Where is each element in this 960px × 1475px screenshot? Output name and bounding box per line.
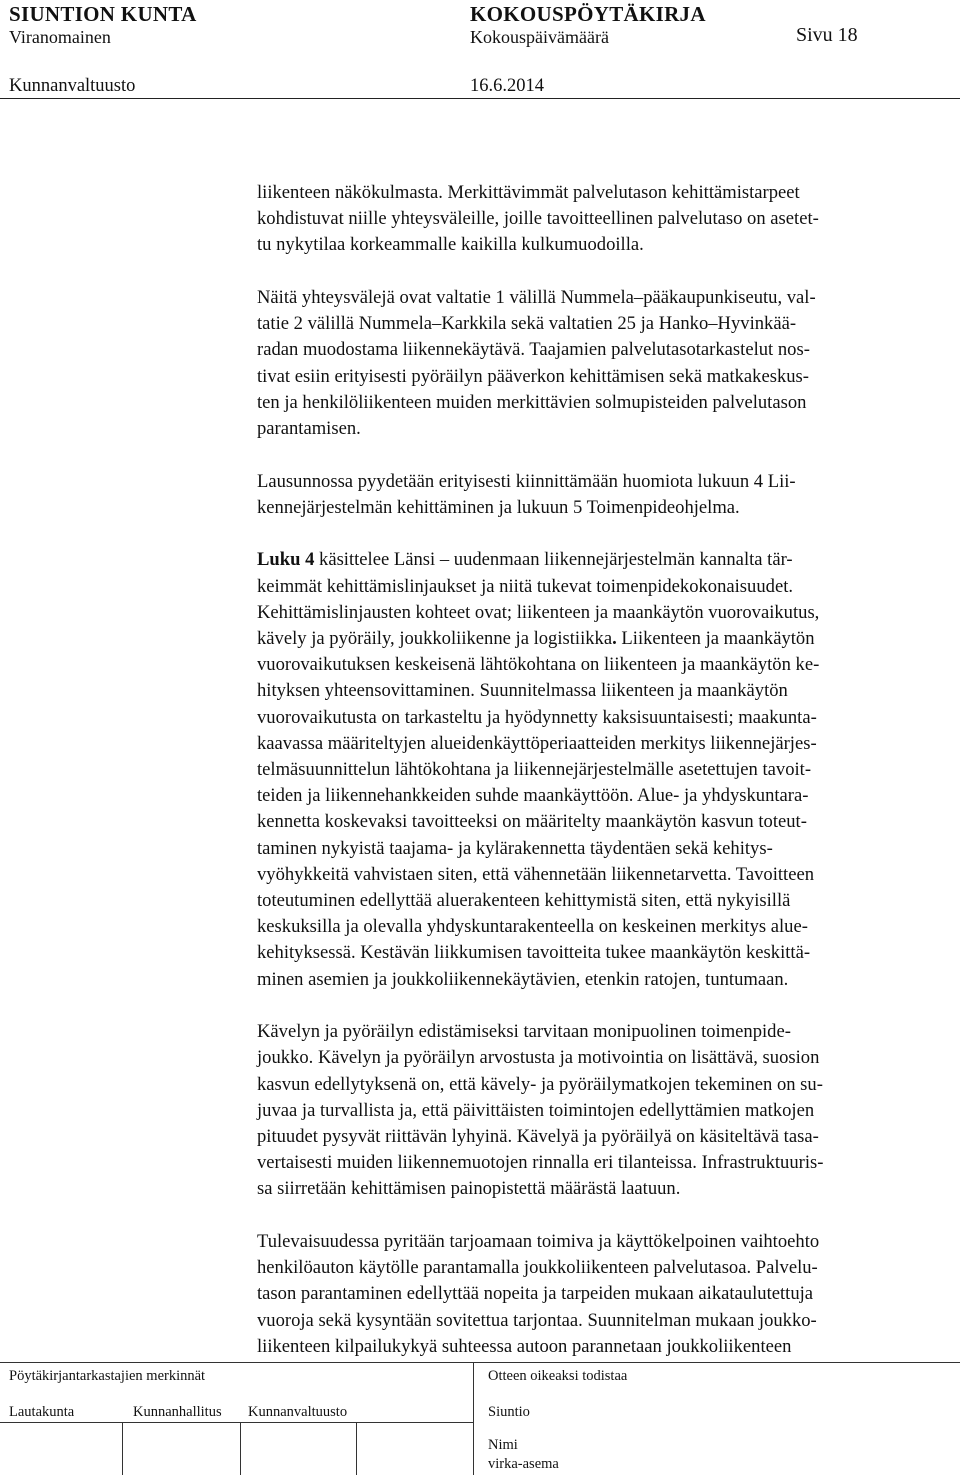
text-line: liikenteen näkökulmasta. Merkittävimmät palvelutason kehittämistarpeet xyxy=(257,182,800,203)
paragraph-3 xyxy=(257,469,957,521)
text-line: Näitä yhteysvälejä ovat valtatie 1 välillä Nummela–pääkaupunkiseutu, val- xyxy=(257,287,816,308)
text-line: Kävelyn ja pyöräilyn edistämiseksi tarvitaan monipuolinen toimenpide- xyxy=(257,1021,791,1043)
signature-row-line xyxy=(0,1422,474,1423)
signature-cell-divider-1 xyxy=(122,1422,123,1475)
text-line: kaavassa määriteltyjen alueidenkäyttöperiaatteiden merkitys liikennejärjes- xyxy=(257,732,817,754)
meeting-date-label: Kokouspäivämäärä xyxy=(470,27,609,47)
text-line: kohdistuvat niille yhteysväleille, joille tavoitteellinen palvelutaso on asetet- xyxy=(257,208,819,230)
signers-label: Pöytäkirjantarkastajien merkinnät xyxy=(9,1368,206,1384)
text-line: henkilöauton käytölle parantamalla joukkoliikenteen palvelutasoa. Palvelu- xyxy=(257,1257,818,1279)
footer-divider xyxy=(0,1362,960,1363)
text-line: liikenteen kilpailukykyä suhteessa autoon parannetaan joukkoliikenteen xyxy=(257,1335,792,1357)
text-line: vuorovaikutuksen keskeisenä lähtökohtana on liikenteen ja maankäytön ke- xyxy=(257,654,820,676)
text-line: kasvun edellytyksenä on, että kävely- ja pyöräilymatkojen tekeminen on su- xyxy=(257,1073,823,1095)
text-line: joukko. Kävelyn ja pyöräilyn arvostusta ja motivointia on lisättävä, suosion xyxy=(257,1047,820,1069)
text-line: tatie 2 välillä Nummela–Karkkila sekä valtatien 25 ja Hanko–Hyvinkää- xyxy=(257,313,797,335)
certified-label: Otteen oikeaksi todistaa xyxy=(488,1368,628,1384)
text-line: pituudet pysyvät riittävän lyhyinä. Kävelyä ja pyöräilyä on käsiteltävä tasa- xyxy=(257,1126,819,1148)
paragraph-5 xyxy=(257,1019,957,1202)
page-number: Sivu 18 xyxy=(796,24,858,46)
municipality-name: SIUNTION KUNTA xyxy=(9,2,197,26)
text-line: keskuksilla ja olevalla yhdyskuntarakenteella on keskeinen merkitys alue- xyxy=(257,916,808,938)
footer-column-divider xyxy=(473,1362,474,1475)
text-line: parantamisen. xyxy=(257,418,361,440)
authority-label: Viranomainen xyxy=(9,27,111,47)
text-line: Tulevaisuudessa pyritään tarjoamaan toimiva ja käyttökelpoinen vaihtoehto xyxy=(257,1231,820,1253)
document-body xyxy=(257,180,957,1386)
text-line: kennejärjestelmän kehittäminen ja lukuun 5 Toimenpideohjelma. xyxy=(257,496,740,518)
signature-cell-divider-2 xyxy=(240,1422,241,1475)
meeting-date: 16.6.2014 xyxy=(470,76,544,96)
paragraph-1 xyxy=(257,180,957,259)
text-fragment: kävely ja pyöräily, joukkoliikenne ja logistiikka xyxy=(257,628,613,650)
text-fragment: käsittelee Länsi – uudenmaan liikennejärjestelmän kannalta tär- xyxy=(314,549,793,571)
text-line: tu nykytilaa korkeammalle kaikilla kulkumuodoilla. xyxy=(257,234,644,256)
text-line: vyöhykkeitä vahvistaen siten, että vähennetään liikennetarvetta. Tavoitteen xyxy=(257,863,814,885)
text-line: Lausunnossa pyydetään erityisesti kiinnittämään huomiota lukuun 4 Lii- xyxy=(257,470,796,492)
title-label: virka-asema xyxy=(488,1456,559,1472)
name-label: Nimi xyxy=(488,1437,518,1453)
text-line: vuorovaikutusta on tarkasteltu ja hyödynnetty kaksisuuntaisesti; maakunta- xyxy=(257,706,817,728)
signer-council-label: Kunnanvaltuusto xyxy=(248,1404,348,1420)
text-line: taminen nykyistä taajama- ja kylärakennetta täydentäen sekä kehitys- xyxy=(257,837,773,859)
text-line: tivat esiin erityisesti pyöräilyn pääverkon kehittämisen sekä matkakeskus- xyxy=(257,365,809,387)
signature-cell-divider-3 xyxy=(356,1422,357,1475)
text-line: toteutuminen edellyttää aluerakenteen kehittymistä siten, että nykyisillä xyxy=(257,890,791,912)
paragraph-6 xyxy=(257,1229,957,1360)
text-line: teiden ja liikennehankkeiden suhde maankäyttöön. Alue- ja yhdyskuntara- xyxy=(257,785,809,807)
text-line: kehityksessä. Kestävän liikkumisen tavoitteita tukee maankäytön keskittä- xyxy=(257,942,811,964)
text-line: vertaisesti muiden liikennemuotojen rinnalla eri tilanteissa. Infrastruktuuris- xyxy=(257,1152,824,1174)
paragraph-2 xyxy=(257,285,957,442)
text-line: sa siirretään kehittämisen painopistettä määrästä laatuun. xyxy=(257,1178,681,1200)
text-line: kennetta koskevaksi tavoitteeksi on määritelty maankäytön kasvun toteut- xyxy=(257,811,807,833)
text-line: vuoroja sekä kysyntään sovitettua tarjontaa. Suunnitelman mukaan joukko- xyxy=(257,1309,817,1331)
paragraph-4 xyxy=(257,547,957,992)
authority-name: Kunnanvaltuusto xyxy=(9,76,136,96)
text-line: telmäsuunnittelun lähtökohtana ja liikennejärjestelmälle asetettujen tavoit- xyxy=(257,759,812,781)
text-line: hityksen yhteensovittaminen. Suunnitelmassa liikenteen ja maankäytön xyxy=(257,680,788,702)
text-line: ten ja henkilöliikenteen muiden merkittävien solmupisteiden palvelutason xyxy=(257,391,807,413)
text-line xyxy=(257,547,957,573)
text-fragment: Liikenteen ja maankäytön xyxy=(616,628,815,650)
signer-board-label: Lautakunta xyxy=(9,1404,75,1420)
text-line xyxy=(257,626,957,652)
text-line: radan muodostama liikennekäytävä. Taajamien palvelutasotarkastelut nos- xyxy=(257,339,810,361)
text-line: keimmät kehittämislinjaukset ja niitä tukevat toimenpidekokonaisuudet. xyxy=(257,575,794,597)
text-line: tason parantaminen edellyttää nopeita ja tarpeiden mukaan aikataulutettuja xyxy=(257,1283,814,1305)
header-divider xyxy=(0,98,960,99)
place-label: Siuntio xyxy=(488,1404,530,1420)
text-line: Kehittämislinjausten kohteet ovat; liikenteen ja maankäytön vuorovaikutus, xyxy=(257,601,820,623)
text-line: juvaa ja turvallista ja, että päivittäisten toimintojen edellyttämien matkojen xyxy=(257,1099,815,1121)
signer-executive-label: Kunnanhallitus xyxy=(133,1404,222,1420)
document-type: KOKOUSPÖYTÄKIRJA xyxy=(470,2,706,26)
chapter-reference: Luku 4 xyxy=(257,549,315,571)
bold-period: . xyxy=(612,628,617,650)
text-line: minen asemien ja joukkoliikennekäytävien, etenkin ratojen, tuntumaan. xyxy=(257,968,789,990)
